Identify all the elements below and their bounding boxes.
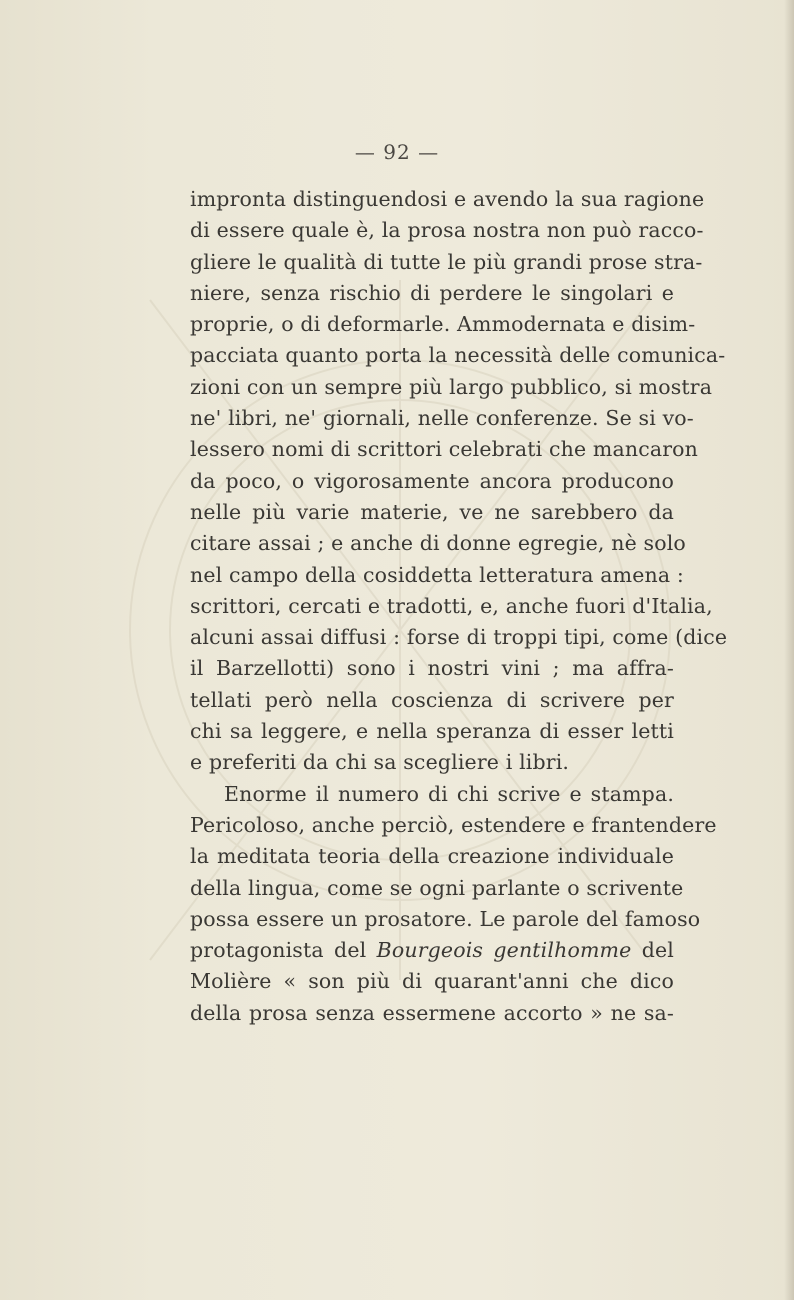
text-line: niere, senza rischio di perdere le singolari e (190, 280, 674, 305)
text-line: zioni con un sempre più largo pubblico, si mostra (190, 374, 713, 399)
text-fragment: del (631, 938, 674, 963)
work-title: Bourgeois gentilhomme (376, 938, 632, 963)
text-line: nelle più varie materie, ve ne sarebbero da (190, 499, 674, 524)
text-line: della lingua, come se ogni parlante o scrivente (190, 875, 684, 900)
text-fragment: protagonista del (190, 938, 377, 963)
text-line: il Barzellotti) sono i nostri vini ; ma affra- (190, 656, 674, 681)
text-line: nel campo della cosiddetta letteratura amena : (190, 562, 684, 587)
text-line: e preferiti da chi sa scegliere i libri. (190, 750, 570, 775)
page-edge-shadow (784, 0, 794, 1300)
text-line: scrittori, cercati e tradotti, e, anche fuori d'Italia, (190, 593, 713, 618)
page-number: — 92 — (354, 140, 440, 164)
text-line: chi sa leggere, e nella speranza di esser letti (190, 719, 674, 744)
text-line: proprie, o di deformarle. Ammodernata e disim- (190, 312, 696, 337)
text-line: lessero nomi di scrittori celebrati che mancaron (190, 437, 699, 462)
text-line-with-title (190, 935, 674, 966)
text-line: tellati però nella coscienza di scrivere per (190, 687, 674, 712)
body-text (190, 184, 728, 1029)
text-line: gliere le qualità di tutte le più grandi prose stra- (190, 249, 703, 274)
text-line: la meditata teoria della creazione individuale (190, 844, 674, 869)
text-line: Pericoloso, anche perciò, estendere e frantendere (190, 812, 717, 837)
text-line: citare assai ; e anche di donne egregie, nè solo (190, 531, 686, 556)
text-line: di essere quale è, la prosa nostra non può racco- (190, 218, 704, 243)
text-line: Molière « son più di quarant'anni che dico (190, 969, 674, 994)
text-line: alcuni assai diffusi : forse di troppi tipi, come (dice (190, 625, 728, 650)
text-line: della prosa senza essermene accorto » ne sa- (190, 1000, 674, 1025)
text-line: impronta distinguendosi e avendo la sua ragione (190, 187, 705, 211)
text-line: possa essere un prosatore. Le parole del famoso (190, 906, 701, 931)
text-line: pacciata quanto porta la necessità delle comunica- (190, 343, 726, 368)
text-line: ne' libri, ne' giornali, nelle conferenze. Se si vo- (190, 406, 694, 431)
text-line: da poco, o vigorosamente ancora producono (190, 468, 674, 493)
text-line: Enorme il numero di chi scrive e stampa. (224, 781, 674, 806)
